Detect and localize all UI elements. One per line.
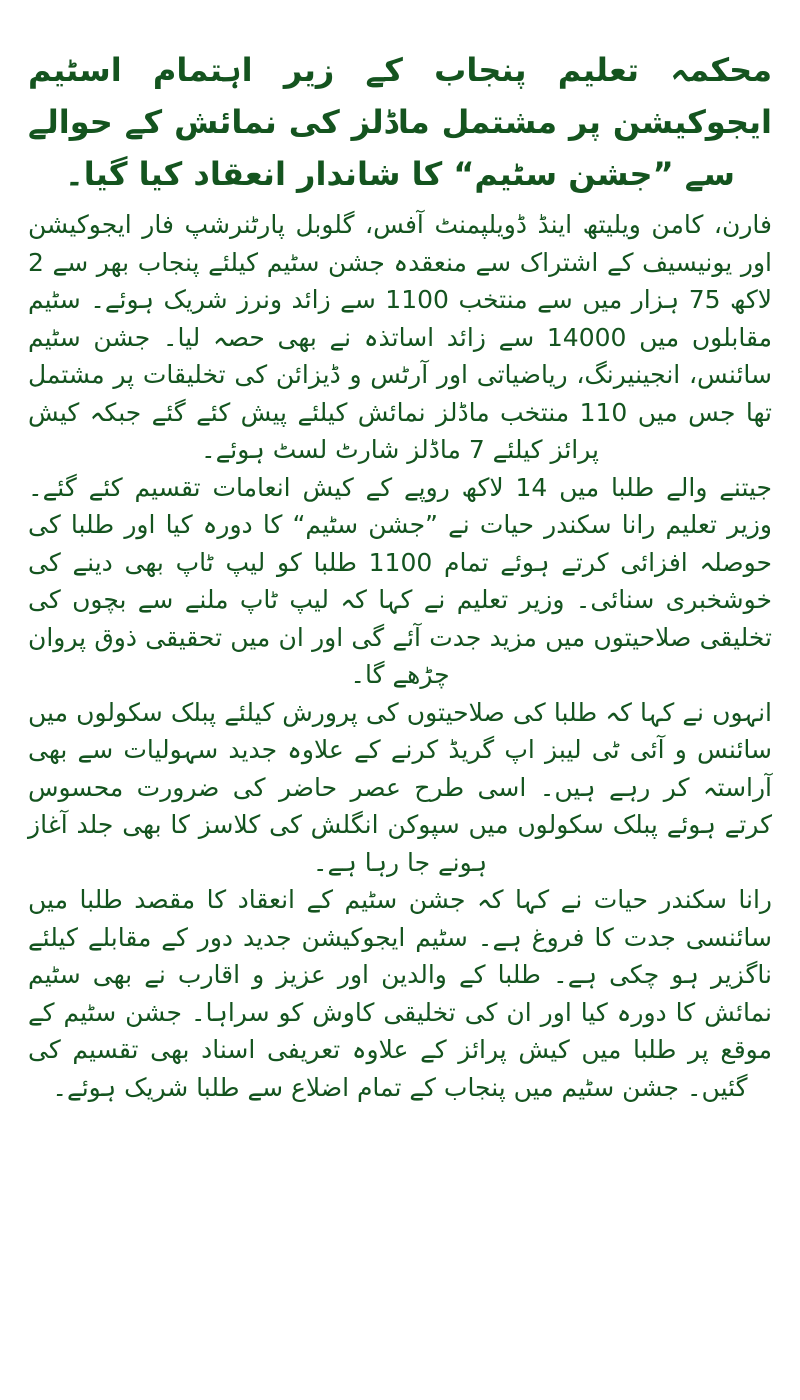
article-headline: محکمہ تعلیم پنجاب کے زیر اہتمام اسٹیم ایجوکیشن پر مشتمل ماڈلز کی نمائش کے حوالے سے ”جشن سٹیم“ کا شاندار انعقاد کیا گیا۔ <box>28 51 772 193</box>
article-paragraph-1: فارن، کامن ویلیتھ اینڈ ڈویلپمنٹ آفس، گلوبل پارٹنرشپ فار ایجوکیشن اور یونیسیف کے اشتراک سے منعقدہ جشن سٹیم کیلئے پنجاب بھر سے 2 لاکھ 75 ہزار میں سے منتخب 1100 سے زائد ونرز شریک ہوئے۔ سٹیم مقابلوں میں 14000 سے زائد اساتذہ نے بھی حصہ لیا۔ جشن سٹیم سائنس، انجینیرنگ، ریاضیاتی اور آرٹس و ڈیزائن کی تخلیقات پر مشتمل تھا جس میں 110 منتخب ماڈلز نمائش کیلئے پیش کئے گئے جبکہ کیش پرائز کیلئے 7 ماڈلز شارٹ لسٹ ہوئے۔ <box>28 210 773 464</box>
article-paragraph-2: جیتنے والے طلبا میں 14 لاکھ روپے کے کیش انعامات تقسیم کئے گئے۔ وزیر تعلیم رانا سکندر حیات نے ”جشن سٹیم“ کا دورہ کیا اور طلبا کی حوصلہ افزائی کرتے ہوئے تمام 1100 طلبا کو لیپ ٹاپ بھی دینے کی خوشخبری سنائی۔ وزیر تعلیم نے کہا کہ لیپ ٹاپ ملنے سے بچوں کی تخلیقی صلاحیتوں میں مزید جدت آئے گی اور ان میں تحقیقی ذوق پروان چڑھے گا۔ <box>28 472 772 689</box>
article-paragraph-4: رانا سکندر حیات نے کہا کہ جشن سٹیم کے انعقاد کا مقصد طلبا میں سائنسی جدت کا فروغ ہے۔ سٹیم ایجوکیشن جدید دور کے مقابلے کیلئے ناگزیر ہو چکی ہے۔ طلبا کے والدین اور عزیز و اقارب نے بھی سٹیم نمائش کا دورہ کیا اور ان کی تخلیقی کاوش کو سراہا۔ جشن سٹیم کے موقع پر طلبا میں کیش پرائز کے علاوہ تعریفی اسناد بھی تقسیم کی گئیں۔ جشن سٹیم میں پنجاب کے تمام اضلاع سے طلبا شریک ہوئے۔ <box>28 885 772 1102</box>
article-paragraph-3: انہوں نے کہا کہ طلبا کی صلاحیتوں کی پرورش کیلئے پبلک سکولوں میں سائنس و آئی ٹی لیبز اپ گریڈ کرنے کے علاوہ جدید سہولیات سے بھی آراستہ کر رہے ہیں۔ اسی طرح عصر حاضر کی ضرورت محسوس کرتے ہوئے پبلک سکولوں میں سپوکن انگلش کی کلاسز کا بھی جلد آغاز ہونے جا رہا ہے۔ <box>28 697 772 877</box>
